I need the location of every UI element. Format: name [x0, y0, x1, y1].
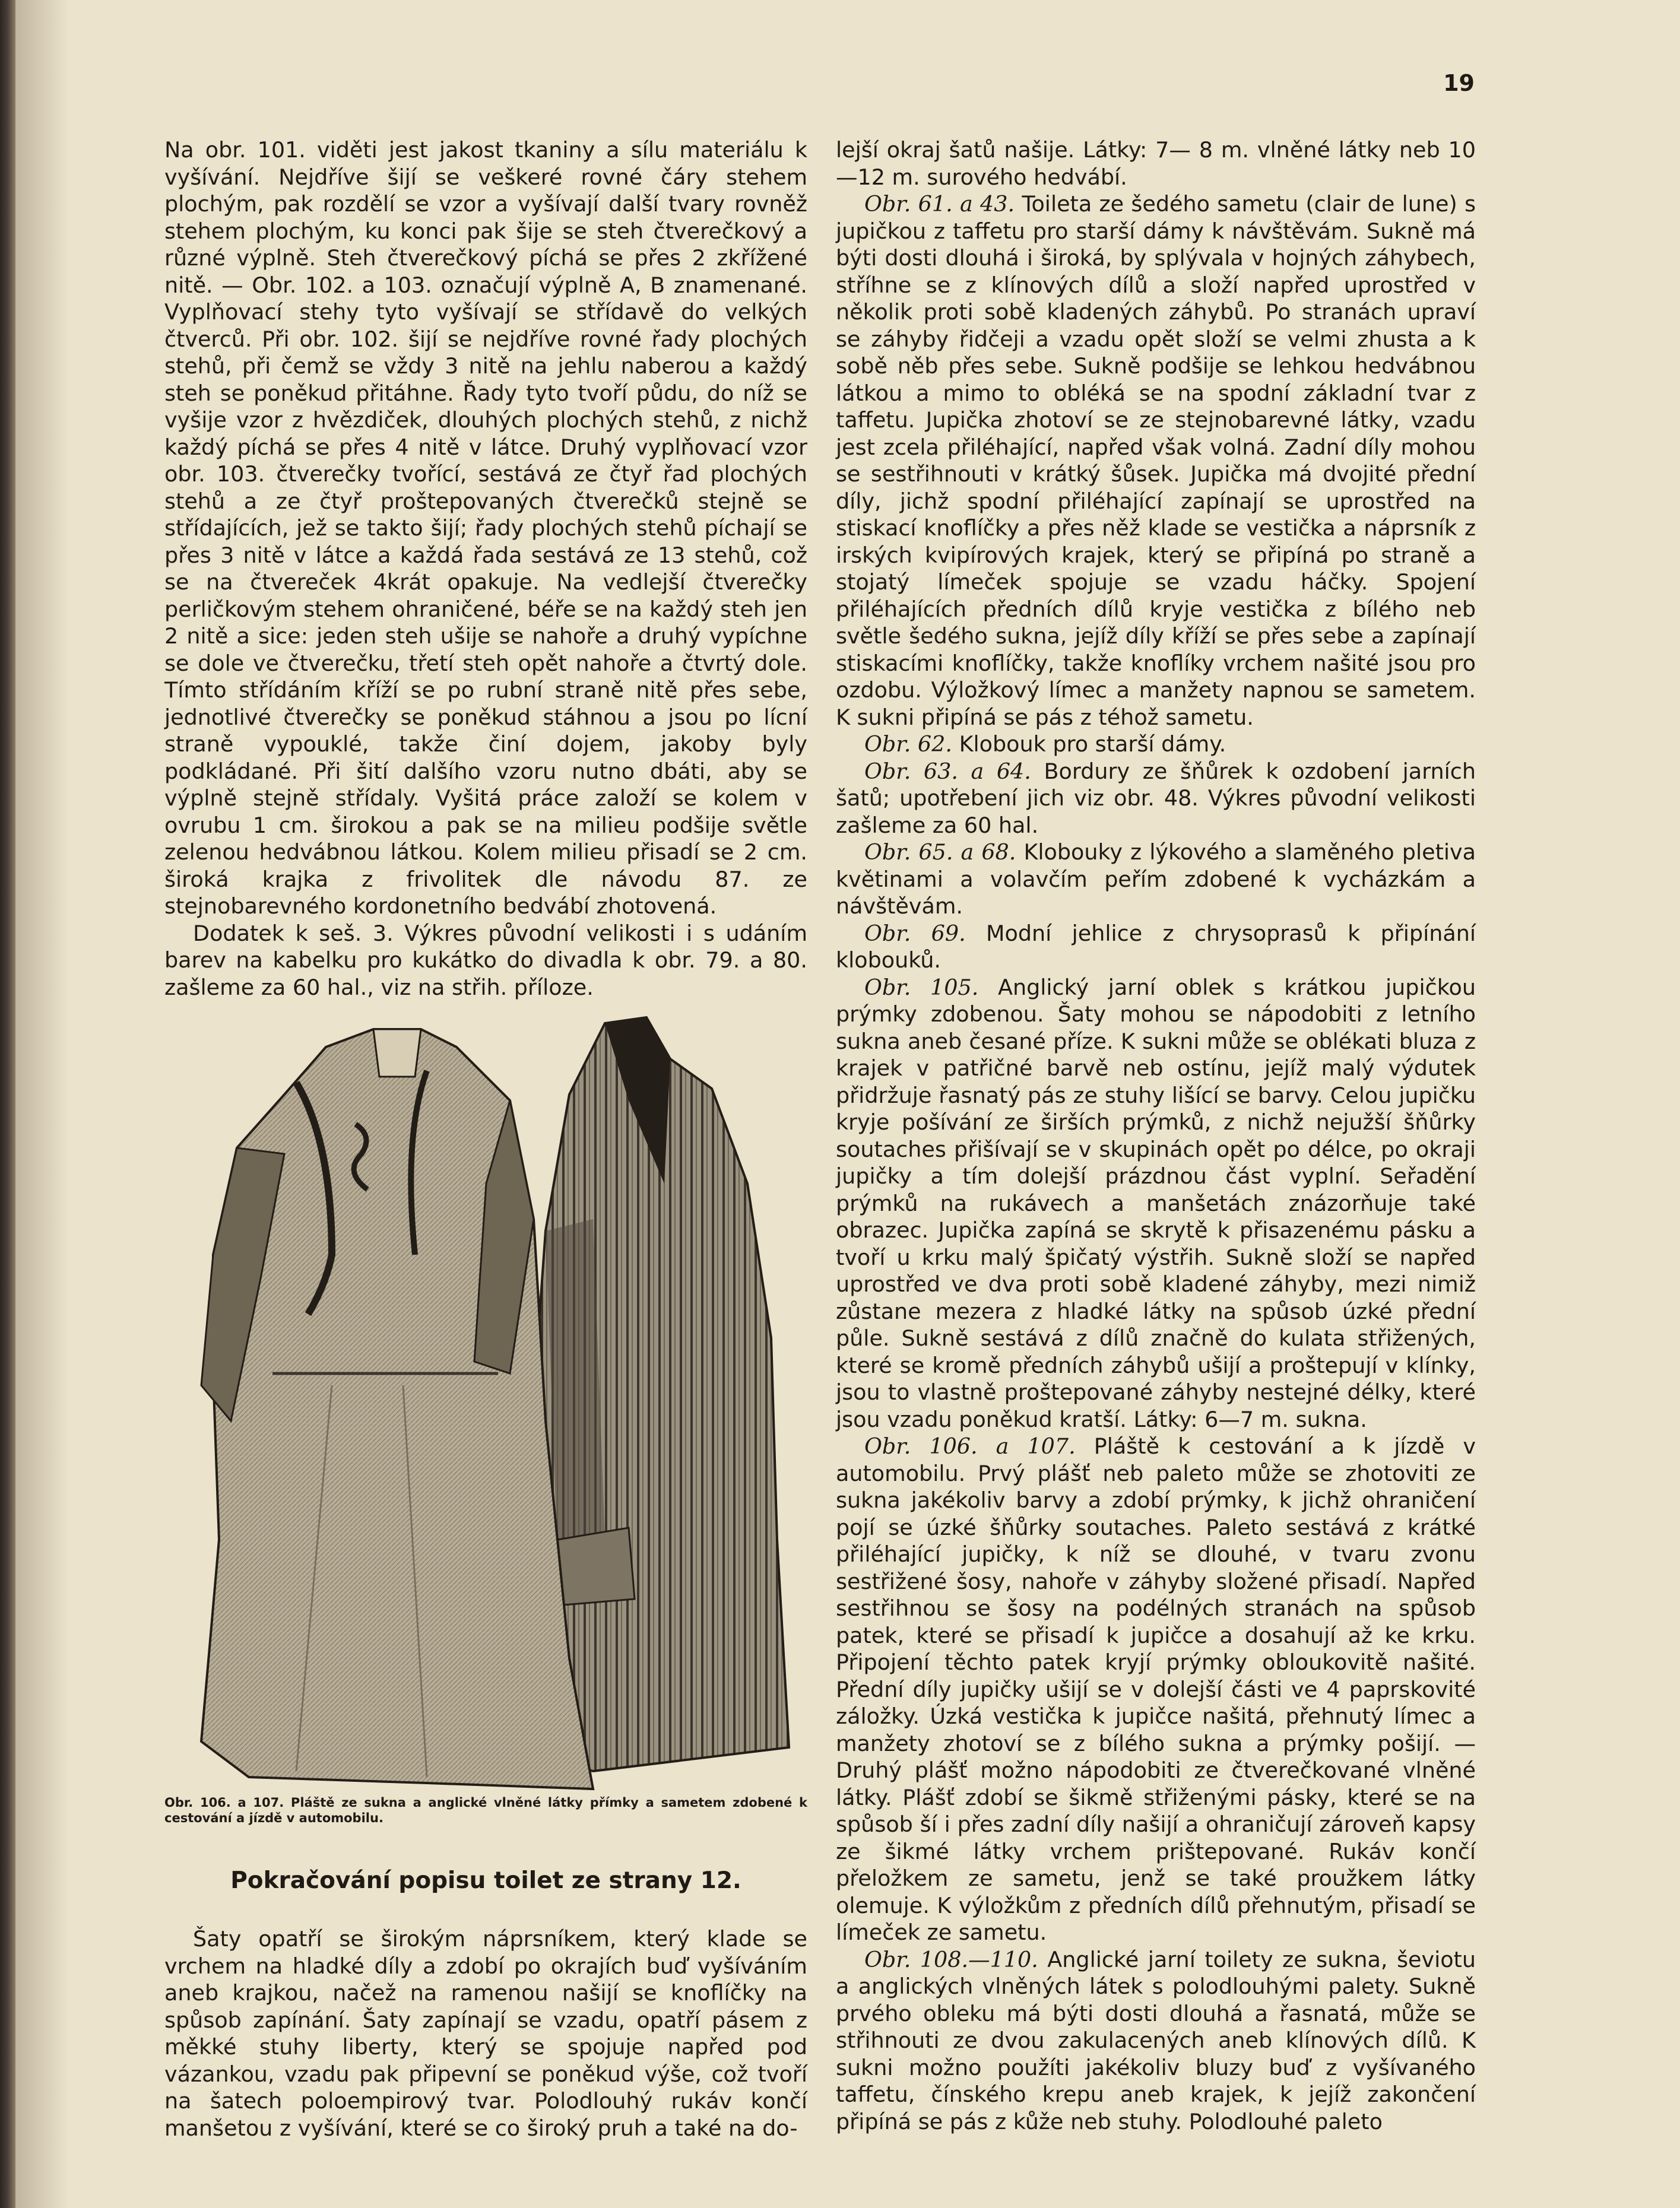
paragraph-obr-105: Obr. 105. Anglický jarní oblek s krátkou jupičkou prýmky zdobenou. Šaty mohou se nápodobiti z letního sukna aneb česané příze. K sukni může se oblékati bluza z krajek v patřičné barvě neb ostínu, jejíž malý výdutek přidržuje řasnatý pás ze stuhy lišící se barvy. Celou jupičku kryje pošívání ze širších prýmků, z nichž nejužší šňůrky soutaches přišívají se v skupinách opět po délce, po okraji jupičky a tím dolejší prázdnou část vyplní. Seřadění prýmků na rukávech a manšetách znázorňuje také obrazec. Jupička zapíná se skrytě k přisazenému pásku a tvoří u krku malý špičatý výstřih. Sukně složí se napřed uprostřed ve dva proti sobě kladené záhyby, mezi nimiž zůstane mezera z hladké látky na spůsob úzké přední půle. Sukně sestává z dílů značně do kulata střižených, které se kromě předních záhybů ušijí a proštepují v klínky, jsou to vlastně proštepované záhyby nestejné délky, které jsou vzadu poněkud kratší. Látky: 6—7 m. sukna. — [836, 974, 1476, 1432]
figure-coats-illustration — [177, 1005, 795, 1795]
paragraph-supplement: Dodatek k seš. 3. Výkres původní velikosti i s udáním barev na kabelku pro kukátko do divadla k obr. 79. a 80. zašleme za 60 hal., viz na střih. příloze. — [164, 920, 807, 1000]
paragraph-obr-61: Obr. 61. a 43. Toileta ze šedého sametu (clair de lune) s jupičkou z taffetu pro starší dámy k návštěvám. Sukně má býti dosti dlouhá i široká, by splývala v hojných záhybech, stříhne se z klínových dílů a složí napřed uprostřed v několik proti sobě kladených záhybů. Po stranách upraví se záhyby řidčeji a vzadu opět složí se velmi zhusta a k sobě něb přes sebe. Sukně podšije se lehkou hedvábnou látkou a mimo to obléká se na spodní základní tvar z taffetu. Jupička zhotoví se ze stejnobarevné látky, vzadu jest zcela přiléhající, napřed však volná. Zadní díly mohou se sestřihnouti v krátký šůsek. Jupička má dvojité přední díly, jichž spodní přiléhající zapínají se uprostřed na stiskací knoflíčky a přes něž klade se vestička a náprsník z irských kvipírových krajek, který se připíná po straně a stojatý límeček spojuje se vzadu háčky. Spojení přiléhajících předních dílů kryje vestička z bílého neb světle šedého sukna, jejíž díly kříží se přes sebe a zapínají stiskacími knoflíčky, takže knoflíky vrchem našité jsou pro ozdobu. Výložkový límec a manžety napnou se sametem. K sukni připíná se pás z téhož sametu. — [836, 191, 1476, 730]
figure-ref: Obr. 65. a 68. — [864, 839, 1016, 865]
figure-ref: Obr. 62. — [864, 731, 952, 757]
figure-ref: Obr. 61. a 43. — [864, 191, 1015, 217]
paragraph-obr-65: Obr. 65. a 68. Klobouky z lýkového a slaměného pletiva květinami a volavčím peřím zdobené k vycházkám a návštěvám. — [836, 839, 1476, 919]
figure-ref: Obr. 108.—110. — [864, 1946, 1038, 1972]
figure-caption: Obr. 106. a 107. Pláště ze sukna a anglické vlněné látky přímky a sametem zdobené k cestování a jízdě v automobilu. — [164, 1795, 807, 1825]
page-number: 19 — [1443, 70, 1475, 96]
figure-ref: Obr. 63. a 64. — [864, 758, 1031, 784]
right-column — [836, 137, 1476, 2135]
paragraph-obr-106: Obr. 106. a 107. Pláště k cestování a k jízdě v automobilu. Prvý plášť neb paleto může se zhotoviti ze sukna jakékoliv barvy a zdobí prýmky, k jichž ohraničení pojí se úzké šňůrky soutaches. Paleto sestává z krátké přiléhající jupičky, k níž se dlouhé, v tvaru zvonu sestřižené šosy, nahoře v záhyby složené přisadí. Napřed sestřihnou se šosy na podélných stranách na spůsob patek, které se přisadí k jupičce a dosahují až ke krku. Připojení těchto patek kryjí prýmky obloukovitě našité. Přední díly jupičky ušijí se v dolejší části ve 4 paprskovité záložky. Úzká vestička k jupičce našitá, přehnutý límec a manžety zhotoví se z bílého sukna a prýmky pošijí. — Druhý plášť možno nápodobiti ze čtverečkované vlněné látky. Plášť zdobí se šikmě střiženými pásky, které se na spůsob ší i přes zadní díly našijí a ohraničují zároveň kapsy ze šikmé látky vrchem prištepované. Rukáv končí přeložkem ze sametu, jenž se také proužkem látky olemuje. K výložkům z předních dílů přehnutým, přisadí se límeček ze sametu. — [836, 1433, 1476, 1945]
figure-ref: Obr. 105. — [864, 974, 979, 1000]
figure-ref: Obr. 69. — [864, 920, 966, 946]
coats-engraving — [177, 1005, 795, 1795]
paragraph-obr-62: Obr. 62. Klobouk pro starší dámy. — [864, 731, 1226, 757]
paragraph-obr-63: Obr. 63. a 64. Bordury ze šňůrek k ozdobení jarních šatů; upotřebení jich viz obr. 48. Výkres původní velikosti zašleme za 60 hal. — [836, 758, 1476, 838]
gutter-shadow — [15, 0, 69, 2208]
figure-ref: Obr. 106. a 107. — [864, 1433, 1076, 1459]
paragraph-toilet-continuation: Šaty opatří se širokým náprsníkem, který klade se vrchem na hladké díly a zdobí po okrajích buď vyšíváním aneb krajkou, načež na ramenou našijí se knoflíčky na spůsob zapínání. Šaty zapínají se vzadu, opatří pásem z měkké stuhy liberty, který se spojuje napřed pod vázankou, vzadu pak připevní se poněkud výše, což tvoří na šatech poloempirový tvar. Polodlouhý rukáv končí manšetou z vyšívání, které se co široký pruh a také na do- — [164, 1926, 807, 2141]
section-heading: Pokračování popisu toilet ze strany 12. — [230, 1867, 741, 1894]
paragraph-embroidery: Na obr. 101. viděti jest jakost tkaniny a sílu materiálu k vyšívání. Nejdříve šijí se veškeré rovné čáry stehem plochým, pak rozdělí se vzor a vyšívají další tvary rovněž stehem plochým, ku konci pak šije se steh čtverečkový a různé výplně. Steh čtverečkový píchá se přes 2 zkřížené nitě. — Obr. 102. a 103. označují výplně A, B znamenané. Vyplňovací stehy tyto vyšívají se střídavě do velkých čtverců. Při obr. 102. šijí se nejdříve rovné řady plochých stehů, při čemž se vždy 3 nitě na jehlu naberou a každý steh se poněkud přitáhne. Řady tyto tvoří půdu, do níž se vyšije vzor z hvězdiček, dlouhých plochých stehů, z nichž každý píchá se přes 4 nitě v látce. Druhý vyplňovací vzor obr. 103. čtverečky tvořící, sestává ze čtyř řad plochých stehů a ze čtyř proštepovaných čtverečků stejně se střídajících, jež se takto šijí; řady plochých stehů píchají se přes 3 nitě v látce a každá řada sestává ze 13 stehů, což se na čtvereček 4krát opakuje. Na vedlejší čtverečky perličkovým stehem ohraničené, béře se na každý steh jen 2 nitě a sice: jeden steh ušije se nahoře a druhý vypíchne se dole ve čtverečku, třetí steh opět nahoře a čtvrtý dole. Tímto střídáním kříží se po rubní straně nitě přes sebe, jednotlivé čtverečky se poněkud stáhnou a jsou po lícní straně vypouklé, takže činí dojem, jakoby byly podkládané. Při šití dalšího vzoru nutno dbáti, aby se výplně stejně střídaly. Vyšitá práce založí se kolem v ovrubu 1 cm. širokou a pak se na milieu podšije světle zelenou hedvábnou látkou. Kolem milieu přisadí se 2 cm. široká krajka z frivolitek dle návodu 87. ze stejnobarevného kordonetního bedvábí zhotovená. — [164, 137, 807, 919]
left-column — [164, 137, 807, 2142]
book-binding — [0, 0, 15, 2208]
paragraph-obr-69: Obr. 69. Modní jehlice z chrysoprasů k připínání klobouků. — [836, 920, 1476, 973]
braided-coat — [201, 1029, 593, 1789]
paragraph-materials: lejší okraj šatů našije. Látky: 7— 8 m. vlněné látky neb 10—12 m. surového hedvábí. — [836, 137, 1476, 190]
paragraph-obr-108: Obr. 108.—110. Anglické jarní toilety ze sukna, ševiotu a anglických vlněných látek s polodlouhými palety. Sukně prvého obleku má býti dosti dlouhá a řasnatá, může se střihnouti ze dvou zakulacených aneb klínových dílů. K sukni možno použíti jakékoliv bluzy buď z vyšívaného taffetu, čínského krepu aneb krajek, k jejíž zakončení připíná se pás z kůže neb stuhy. Polodlouhé paleto — [836, 1946, 1476, 2134]
